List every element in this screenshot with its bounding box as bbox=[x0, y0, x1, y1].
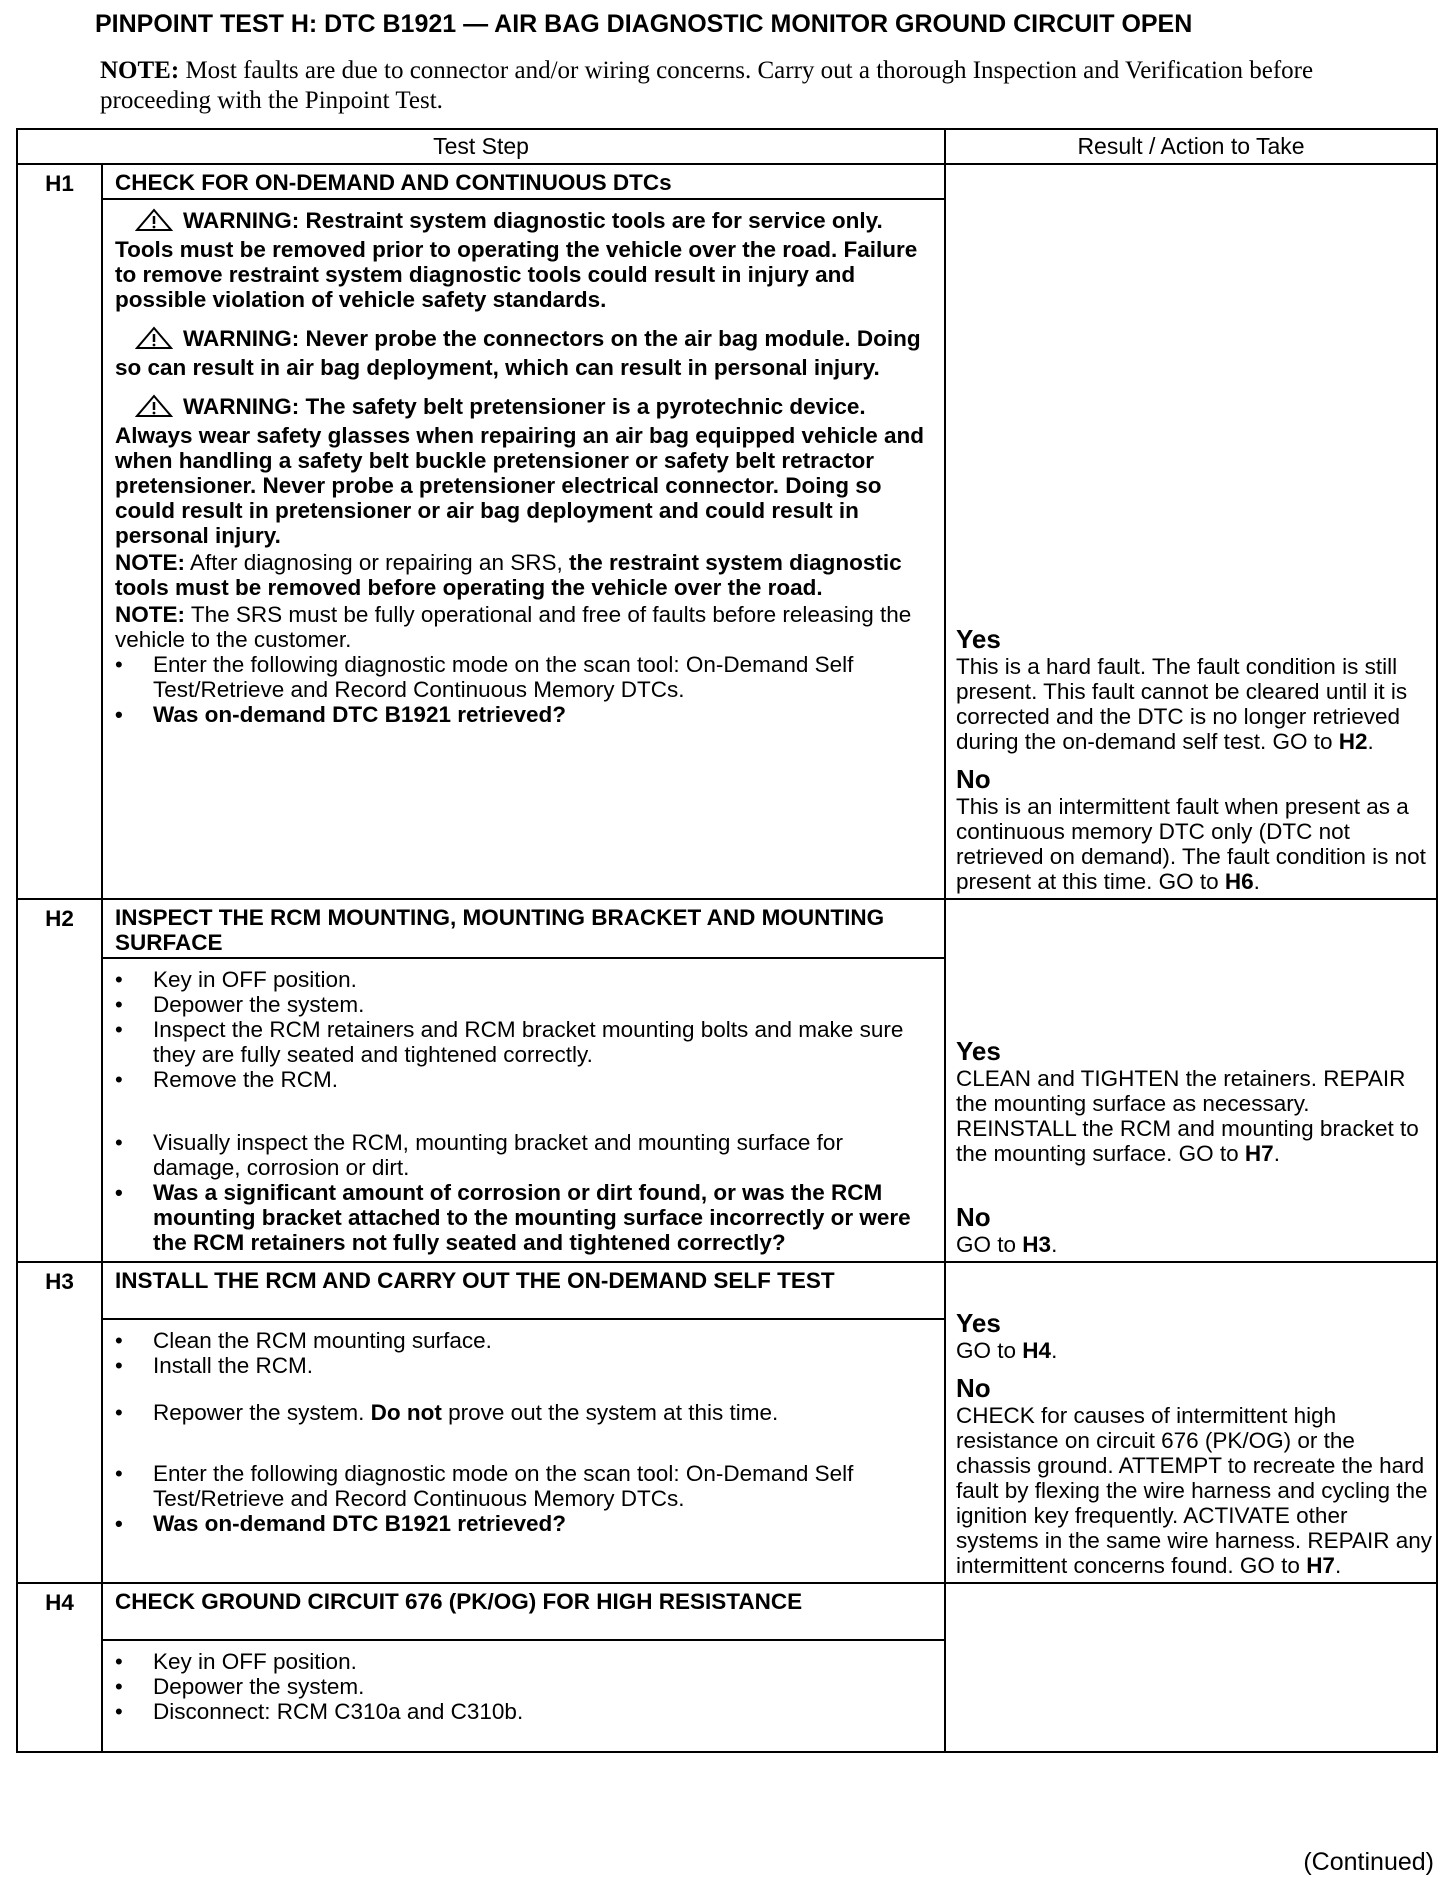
step-h3-result bbox=[945, 1262, 1437, 1583]
step-h3-body bbox=[102, 1319, 945, 1583]
step-h4-heading-row bbox=[17, 1583, 1437, 1640]
step-h2-heading-row bbox=[17, 899, 1437, 958]
list-item: • Clean the RCM mounting surface. bbox=[115, 1328, 932, 1353]
h3-bullet-list-2 bbox=[115, 1400, 932, 1425]
h1-yes-label: Yes bbox=[956, 624, 1001, 654]
h2-bullet-list-2 bbox=[115, 1130, 932, 1255]
step-h1-body bbox=[102, 199, 945, 899]
h1-no-go: H6 bbox=[1224, 869, 1254, 894]
h2-yes-label: Yes bbox=[956, 1036, 1001, 1066]
list-item: • Disconnect: RCM C310a and C310b. bbox=[115, 1699, 932, 1724]
h2-no-go: H3 bbox=[1022, 1232, 1052, 1257]
list-item: • Key in OFF position. bbox=[115, 1649, 932, 1674]
warning-triangle-icon bbox=[135, 394, 173, 423]
table-header-row bbox=[17, 129, 1437, 164]
h2-no-label: No bbox=[956, 1202, 991, 1232]
step-h4-result bbox=[945, 1583, 1437, 1752]
step-id-h2: H2 bbox=[17, 899, 102, 1262]
h3-yes-text: GO to H4. bbox=[956, 1338, 1058, 1363]
step-h4-heading: CHECK GROUND CIRCUIT 676 (PK/OG) FOR HIGH RESISTANCE bbox=[102, 1583, 945, 1640]
h1-no-label: No bbox=[956, 764, 991, 794]
warning-triangle-icon bbox=[135, 208, 173, 237]
intro-note bbox=[100, 56, 1400, 116]
h3-no-go: H7 bbox=[1306, 1553, 1335, 1578]
step-h4-body bbox=[102, 1640, 945, 1752]
step-h1-heading: CHECK FOR ON-DEMAND AND CONTINUOUS DTCs bbox=[102, 164, 945, 199]
step-id-h1: H1 bbox=[17, 164, 102, 899]
h3-bullet-list-3 bbox=[115, 1461, 932, 1536]
h4-bullet-list bbox=[115, 1649, 932, 1724]
warning-2: WARNING: Never probe the connectors on the air bag module. Doing so can result in air bag deployment, which can result in personal injury. bbox=[115, 326, 921, 380]
list-item: • Depower the system. bbox=[115, 1674, 932, 1699]
h1-note-1: NOTE: After diagnosing or repairing an SRS, the restraint system diagnostic tools must be removed before operating the vehicle over the road. bbox=[115, 550, 902, 600]
h2-question: • Was a significant amount of corrosion or dirt found, or was the RCM mounting bracket attached to the mounting surface incorrectly or were the RCM retainers not fully seated and tightened correctly? bbox=[115, 1180, 932, 1255]
h1-question: • Was on-demand DTC B1921 retrieved? bbox=[115, 702, 932, 727]
warning-triangle-icon bbox=[135, 326, 173, 355]
step-h1-heading-row bbox=[17, 164, 1437, 199]
h3-no-text: CHECK for causes of intermittent high resistance on circuit 676 (PK/OG) or the chassis ground. ATTEMPT to recreate the hard fault by flexing the wire harness and cycling the ignition key frequently. ACTIVATE other systems in the same wire harness. REPAIR any intermittent concerns found. GO to H7. bbox=[956, 1403, 1433, 1578]
step-h2-result bbox=[945, 899, 1437, 1262]
intro-note-text: Most faults are due to connector and/or wiring concerns. Carry out a thorough Inspection and Verification before proceeding with the Pinpoint Test. bbox=[100, 57, 1314, 114]
list-item: • Enter the following diagnostic mode on the scan tool: On-Demand Self Test/Retrieve and Record Continuous Memory DTCs. bbox=[115, 652, 932, 702]
continued-label: (Continued) bbox=[1303, 1848, 1434, 1876]
step-h1-result bbox=[945, 164, 1437, 899]
col-header-test-step: Test Step bbox=[17, 129, 945, 164]
h1-note-2: NOTE: The SRS must be fully operational and free of faults before releasing the vehicle to the customer. bbox=[115, 602, 912, 652]
list-item: • Visually inspect the RCM, mounting bracket and mounting surface for damage, corrosion or dirt. bbox=[115, 1130, 932, 1180]
list-item: • Inspect the RCM retainers and RCM bracket mounting bolts and make sure they are fully seated and tightened correctly. bbox=[115, 1017, 932, 1067]
step-h3-heading-row bbox=[17, 1262, 1437, 1319]
step-h2-heading: INSPECT THE RCM MOUNTING, MOUNTING BRACKET AND MOUNTING SURFACE bbox=[102, 899, 945, 958]
list-item: • Enter the following diagnostic mode on the scan tool: On-Demand Self Test/Retrieve and Record Continuous Memory DTCs. bbox=[115, 1461, 932, 1511]
warning-1: WARNING: Restraint system diagnostic tools are for service only. Tools must be removed prior to operating the vehicle over the road. Failure to remove restraint system diagnostic tools could result in injury and possible violation of vehicle safety standards. bbox=[115, 208, 918, 312]
h1-bullet-list bbox=[115, 652, 932, 727]
h1-no-text: This is an intermittent fault when present as a continuous memory DTC only (DTC not retrieved on demand). The fault condition is not present at this time. GO to H6. bbox=[956, 794, 1426, 894]
h3-yes-go: H4 bbox=[1022, 1338, 1052, 1363]
warning-3: WARNING: The safety belt pretensioner is a pyrotechnic device. Always wear safety glasses when repairing an air bag equipped vehicle and when handling a safety belt buckle pretensioner or safety belt retractor pretensioner. Never probe a pretensioner electrical connector. Doing so could result in pretensioner or air bag deployment and could result in personal injury. bbox=[115, 394, 925, 548]
step-id-h4: H4 bbox=[17, 1583, 102, 1752]
h3-yes-label: Yes bbox=[956, 1308, 1001, 1338]
h2-no-text: GO to H3. bbox=[956, 1232, 1058, 1257]
h1-yes-text: This is a hard fault. The fault condition is still present. This fault cannot be cleared until it is corrected and the DTC is no longer retrieved during the on-demand self test. GO to H2. bbox=[956, 654, 1408, 754]
step-id-h3: H3 bbox=[17, 1262, 102, 1583]
list-item: • Install the RCM. bbox=[115, 1353, 932, 1378]
step-h2-body bbox=[102, 958, 945, 1262]
h3-bullet-list bbox=[115, 1328, 932, 1378]
h1-yes-go: H2 bbox=[1338, 729, 1368, 754]
intro-note-label: NOTE: bbox=[100, 57, 180, 84]
h3-question: • Was on-demand DTC B1921 retrieved? bbox=[115, 1511, 932, 1536]
list-item: • Depower the system. bbox=[115, 992, 932, 1017]
list-item: • Remove the RCM. bbox=[115, 1067, 932, 1092]
h3-no-label: No bbox=[956, 1373, 991, 1403]
list-item: • Key in OFF position. bbox=[115, 967, 932, 992]
h2-yes-go: H7 bbox=[1244, 1141, 1274, 1166]
col-header-result: Result / Action to Take bbox=[945, 129, 1437, 164]
h2-yes-text: CLEAN and TIGHTEN the retainers. REPAIR the mounting surface as necessary. REINSTALL the RCM and mounting bracket to the mounting surface. GO to H7. bbox=[956, 1066, 1419, 1166]
list-item: • Repower the system. Do not prove out the system at this time. bbox=[115, 1400, 932, 1425]
h2-bullet-list bbox=[115, 967, 932, 1092]
page-title: PINPOINT TEST H: DTC B1921 — AIR BAG DIAGNOSTIC MONITOR GROUND CIRCUIT OPEN bbox=[95, 10, 1193, 38]
step-h3-heading: INSTALL THE RCM AND CARRY OUT THE ON-DEMAND SELF TEST bbox=[102, 1262, 945, 1319]
pinpoint-table bbox=[16, 128, 1438, 1753]
